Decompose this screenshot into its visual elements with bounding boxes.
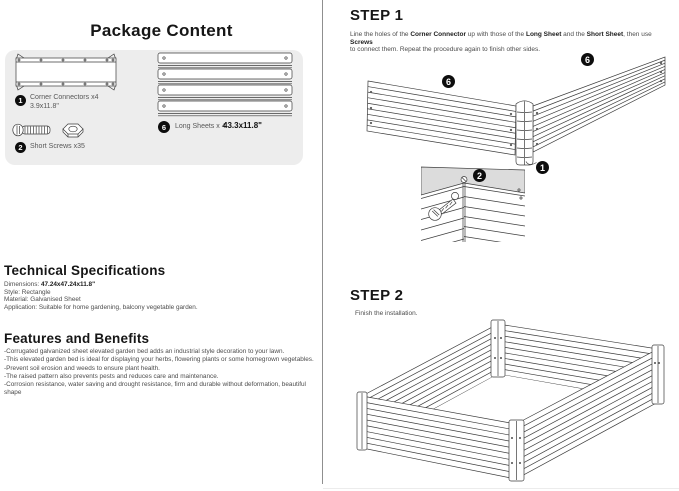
label-badge-screw: 2 xyxy=(473,169,486,182)
spec-material: Material: Galvanised Sheet xyxy=(4,296,81,304)
feature-bullet: -Corrugated galvanized sheet elevated garden bed adds an industrial style decoration to your lawn. xyxy=(4,348,285,355)
long-sheets-illustration xyxy=(156,52,296,118)
step2-diagram-svg xyxy=(340,318,679,491)
feature-bullet: -This elevated garden bed is ideal for displaying your herbs, flowering plants or some homegrown vegetables. xyxy=(4,356,314,364)
feature-bullet: -Corrosion resistance, water saving and drought resistance, firm and durable without deformation, beautiful shape xyxy=(4,381,306,397)
screw-illustration xyxy=(12,119,54,141)
item-number-badge-long-sheets: 6 xyxy=(158,121,170,133)
label-badge-long-sheet-left: 6 xyxy=(442,75,455,88)
item-number-badge-corner-connectors: 1 xyxy=(15,95,26,106)
package-content-panel xyxy=(5,50,303,165)
label-badge-long-sheet-right: 6 xyxy=(581,53,594,66)
item-label-corner-connectors: Corner Connectors x4 3.9x11.8" xyxy=(30,94,99,110)
specs-title: Technical Specifications xyxy=(4,263,166,278)
step1-diagram-svg xyxy=(340,50,679,265)
feature-bullet: -The raised pattern also prevents pests and reduces care and maintenance. xyxy=(4,372,219,380)
feature-bullet: -Prevent soil erosion and weeds to ensure plant health. xyxy=(4,364,160,372)
step2-diagram xyxy=(340,318,679,491)
column-divider xyxy=(322,0,323,484)
specs-lines xyxy=(4,281,198,312)
features-title: Features and Benefits xyxy=(4,331,150,346)
nut-illustration xyxy=(61,121,85,139)
item-dimensions-long-sheets: 43.3x11.8" xyxy=(223,121,262,130)
features-list xyxy=(4,348,319,398)
step2-caption: Finish the installation. xyxy=(355,310,418,317)
item-label-long-sheets: Long Sheets x 4 xyxy=(175,123,226,130)
spec-dimensions: Dimensions: 47.24x47.24x11.8" xyxy=(4,281,96,288)
label-badge-corner-connector: 1 xyxy=(536,161,549,174)
step2-title: STEP 2 xyxy=(350,287,404,304)
step1-diagram xyxy=(340,50,679,265)
step1-instruction-line2: to connect them. Repeat the procedure again to finish other sides. xyxy=(350,46,541,54)
spec-style: Style: Rectangle xyxy=(4,288,51,296)
corner-connector-illustration xyxy=(13,53,119,91)
package-content-title: Package Content xyxy=(90,21,233,40)
step1-instruction-line1: Line the holes of the Corner Connector up with those of the Long Sheet and the Short Sheet, then use Screws xyxy=(350,31,652,46)
item-number-badge-short-screws: 2 xyxy=(15,142,26,153)
spec-application: Application: Suitable for home gardening, balcony vegetable garden. xyxy=(4,304,198,312)
step1-title: STEP 1 xyxy=(350,7,404,24)
item-label-short-screws: Short Screws x35 xyxy=(30,143,85,150)
